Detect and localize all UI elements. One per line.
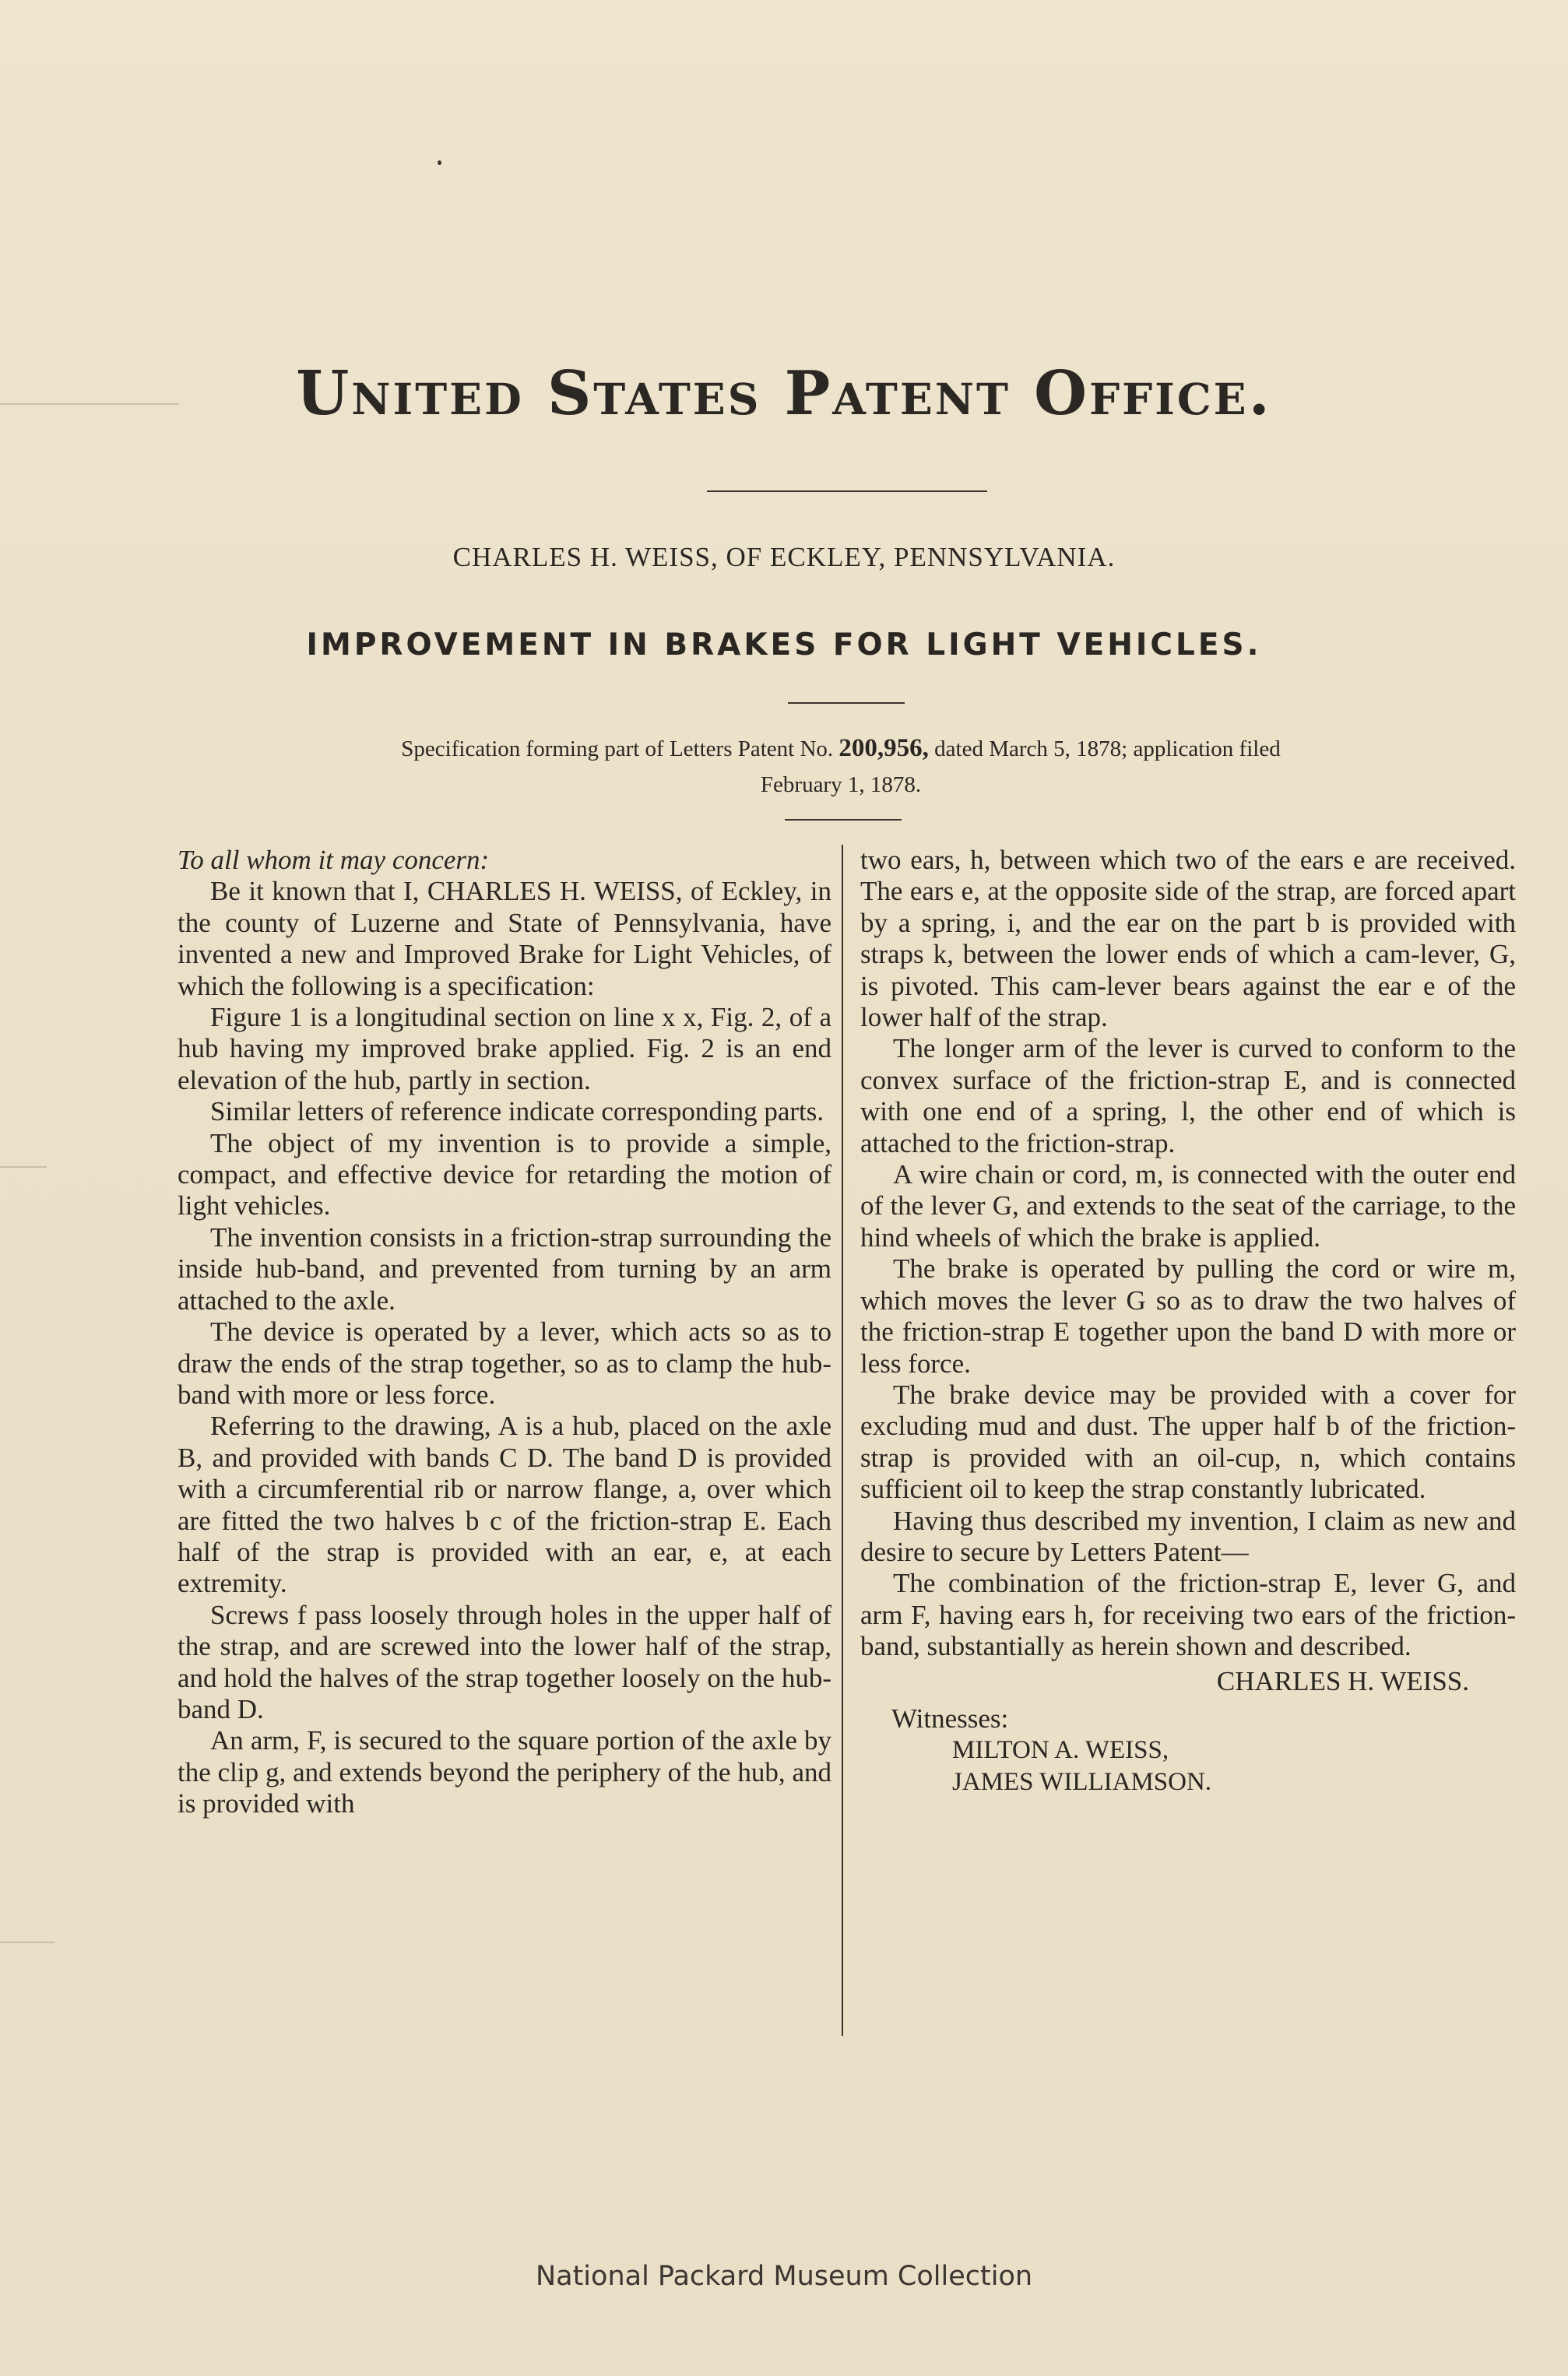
specification-line bbox=[234, 730, 1448, 803]
inventor-line: CHARLES H. WEISS, OF ECKLEY, PENNSYLVANIA. bbox=[452, 542, 1116, 572]
witness-name: JAMES WILLIAMSON. bbox=[952, 1767, 1212, 1796]
spec-filed-date: February 1, 1878. bbox=[760, 772, 922, 797]
inventor-signature: CHARLES H. WEISS. bbox=[1216, 1665, 1469, 1696]
paragraph: The device is operated by a lever, which acts so as to draw the ends of the strap together, so as to clamp the hub-band with more or less force. bbox=[178, 1316, 831, 1410]
spec-prefix: Specification forming part of Letters Patent No. bbox=[401, 736, 834, 761]
paragraph: Similar letters of reference indicate corresponding parts. bbox=[210, 1096, 824, 1127]
witness-name: MILTON A. WEISS, bbox=[952, 1736, 1169, 1765]
paragraph: The brake is operated by pulling the cord or wire m, which moves the lever G so as to draw the two halves of the friction-strap E together upon the band D with more or less force. bbox=[860, 1253, 1516, 1379]
paragraph: Screws f pass loosely through holes in the upper half of the strap, and are screwed into the lower half of the strap, and hold the halves of the strap together loosely on the hub-band D. bbox=[178, 1599, 831, 1724]
invention-title: IMPROVEMENT IN BRAKES FOR LIGHT VEHICLES. bbox=[306, 627, 1262, 663]
collection-credit: National Packard Museum Collection bbox=[535, 2261, 1033, 2292]
claim-paragraph: The combination of the friction-strap E, lever G, and arm F, having ears h, for receiving two ears of the friction-band, substantially as herein shown and described. bbox=[860, 1568, 1516, 1662]
title-rule bbox=[707, 490, 987, 492]
spec-rule bbox=[785, 819, 902, 821]
paragraph: two ears, h, between which two of the ears e are received. The ears e, at the opposite side of the strap, are forced apart by a spring, i, and the ear on the part b is provided with straps k, between the lower ends of which a cam-lever, G, is pivoted. This cam-lever bears against the ear e of the lower half of the strap. bbox=[860, 845, 1516, 1033]
patent-number: 200,956, bbox=[838, 734, 929, 762]
paragraph: The object of my invention is to provide a simple, compact, and effective device for retarding the motion of light vehicles. bbox=[178, 1127, 831, 1221]
paragraph: The longer arm of the lever is curved to conform to the convex surface of the friction-strap E, and is connected with one end of a spring, l, the other end of which is attached to the friction-strap. bbox=[860, 1033, 1516, 1158]
spec-suffix: dated March 5, 1878; application filed bbox=[934, 736, 1281, 761]
column-divider bbox=[842, 845, 843, 2036]
subject-rule bbox=[788, 702, 905, 704]
paper-fold-mark bbox=[0, 1942, 54, 1943]
page-title: United States Patent Office. bbox=[296, 358, 1272, 429]
right-text-column bbox=[860, 845, 1516, 1798]
witnesses-label: Witnesses: bbox=[891, 1703, 1009, 1734]
paragraph: Figure 1 is a longitudinal section on line x x, Fig. 2, of a hub having my improved brake applied. Fig. 2 is an end elevation of the hub, partly in section. bbox=[178, 1002, 831, 1095]
paragraph: The brake device may be provided with a cover for excluding mud and dust. The upper half b of the friction-strap is provided with an oil-cup, n, which contains sufficient oil to keep the strap constantly lubricated. bbox=[860, 1379, 1516, 1505]
paragraph: Referring to the drawing, A is a hub, placed on the axle B, and provided with bands C D. The band D is provided with a circumferential rib or narrow flange, a, over which are fitted the two halves b c of the friction-strap E. Each half of the strap is provided with an ear, e, at each extremity. bbox=[178, 1411, 831, 1599]
paper-speck bbox=[438, 160, 441, 165]
paragraph: A wire chain or cord, m, is connected with the outer end of the lever G, and extends to the seat of the carriage, to the hind wheels of which the brake is applied. bbox=[860, 1159, 1516, 1253]
paragraph: Having thus described my invention, I claim as new and desire to secure by Letters Patent— bbox=[860, 1505, 1516, 1567]
salutation: To all whom it may concern: bbox=[178, 845, 490, 875]
paragraph: An arm, F, is secured to the square portion of the axle by the clip g, and extends beyond the periphery of the hub, and is provided with bbox=[178, 1725, 831, 1819]
paper-fold-mark bbox=[0, 1166, 47, 1168]
left-text-column bbox=[178, 845, 831, 1820]
paragraph: The invention consists in a friction-strap surrounding the inside hub-band, and prevented from turning by an arm attached to the axle. bbox=[178, 1221, 831, 1316]
paragraph: Be it known that I, CHARLES H. WEISS, of Eckley, in the county of Luzerne and State of Pennsylvania, have invented a new and Improved Brake for Light Vehicles, of which the following is a specification: bbox=[178, 876, 831, 1001]
